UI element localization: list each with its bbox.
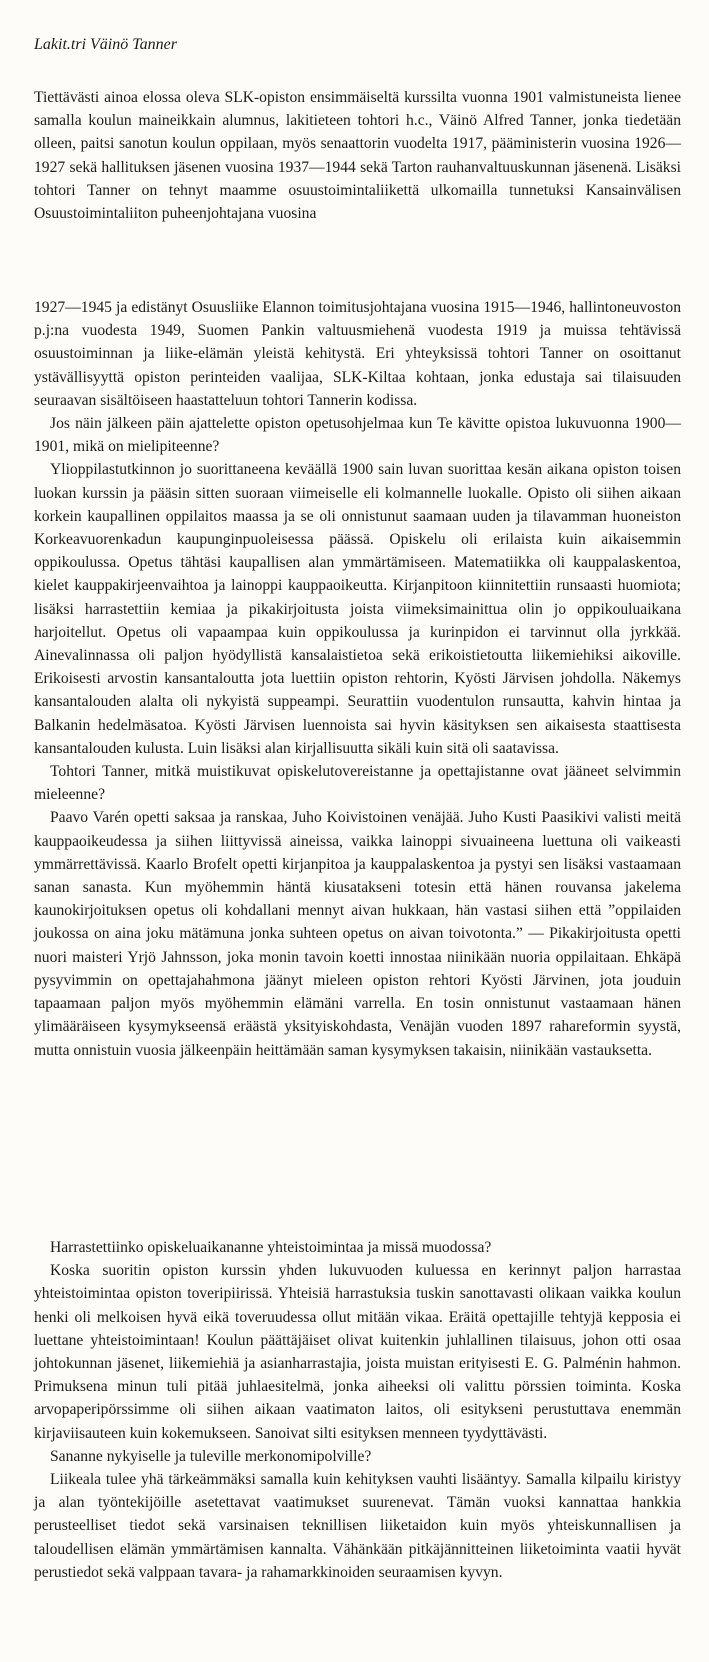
intro-continuation-paragraph: 1927—1945 ja edistänyt Osuusliike Elannon toimitusjohtajana vuosina 1915—1946, hallintoneuvoston p.j:na vuodesta 1949, Suomen Pankin valtuusmiehenä vuodesta 1919 ja muissa tehtävissä osuustoiminnan ja liike-elämän yleistä kehitystä. Eri yhteyksissä tohtori Tanner on osoittanut ystävällisyyttä opiston perinteiden vaalijaa, SLK-Kiltaa kohtaan, jonka edustaja sai tilaisuuden seuraavan sisältöiseen haastatteluun tohtori Tannerin kodissa. bbox=[34, 299, 681, 409]
intro-paragraph: Tiettävästi ainoa elossa oleva SLK-opiston ensimmäiseltä kurssilta vuonna 1901 valmistuneista lienee samalla koulun maineikkain alumnus, lakitieteen tohtori h.c., Väinö Alfred Tanner, jonka tiedetään olleen, paitsi sanotun koulun oppilaan, myös senaattorin vuodelta 1917, pääministerin vuosina 1926—1927 sekä hallituksen jäsenen vuosina 1937—1944 sekä Tarton rauhanvaltuuskunnan jäsenenä. Lisäksi tohtori Tanner on tehnyt maamme osuustoimintaliikettä ulkomailla tunnetuksi Kansainvälisen Osuustoimintaliiton puheenjohtajana vuosina bbox=[34, 89, 681, 223]
interview-section-1 bbox=[34, 296, 681, 1062]
question-curriculum: Jos näin jälkeen päin ajattelette opiston opetusohjelmaa kun Te kävitte opistoa lukuvuonna 1900—1901, mikä on mielipiteenne? bbox=[34, 415, 681, 456]
interview-section-2 bbox=[34, 1236, 681, 1584]
answer-curriculum: Ylioppilastutkinnon jo suorittaneena keväällä 1900 sain luvan suorittaa kesän aikana opiston toisen luokan kurssin ja pääsin sitten suoraan viimeiselle eli kolmannelle luokalle. Opisto oli siihen aikaan korkein kaupallinen oppilaitos maassa ja se oli onnistunut saamaan uuden ja tilavamman huoneiston Korkeavuorenkadun kaupunginpuoleisessa päässä. Opiskelu oli erilaista kuin aikaisemmin oppikoulussa. Opetus tähtäsi kaupallisen alan ymmärtämiseen. Matematiikka oli kauppalaskentoa, kielet kauppakirjeenvaihtoa ja lainoppi kauppaoikeutta. Kirjanpitoon kiinnitettiin runsaasti huomiota; lisäksi harrastettiin kemiaa ja pikakirjoitusta joista viimeksimainittua olin jo oppikouluaikana harjoitellut. Opetus oli vapaampaa kuin oppikoulussa ja kurinpidon ei tarvinnut olla jyrkkää. Ainevalinnassa oli paljon hyödyllistä kansalaistietoa sekä erikoistietoutta liikemiehiksi aikoville. Erikoisesti arvostin kansantaloutta jota luettiin opiston rehtorin, Kyösti Järvisen johdolla. Näkemys kansantalouden alalta oli nykyistä suppeampi. Seurattiin vuodentulon runsautta, kahvin hintaa ja Balkanin hedelmäsatoa. Kyösti Järvisen luennoista sai hyvin käsityksen sen aikaisesta staattisesta kansantalouden kulusta. Luin lisäksi alan kirjallisuutta sikäli kuin sitä oli saatavissa. bbox=[34, 461, 681, 757]
answer-cooperation: Koska suoritin opiston kurssin yhden lukuvuoden kuluessa en kerinnyt paljon harrastaa yhteistoimintaa opiston toveripiirissä. Yhteisiä harrastuksia tuskin sanottavasti olikaan vaikka koulun henki oli melkoisen hyvä eikä toveruudessa ollut mitään vikaa. Eräitä opettajille tehtyjä kepposia ei luettane yhteistoimintaan! Koulun päättäjäiset olivat kuitenkin juhlallinen tilaisuus, johon otti osaa johtokunnan jäsenet, liikemiehiä ja asianharrastajia, joista muistan erityisesti E. G. Palménin hahmon. Primuksena minun tuli pitää juhlaesitelmä, jonka aiheeksi oli valittu pörssien toiminta. Koska arvopaperipörssimme oli siihen aikaan vaatimaton laitos, oli esitykseni perustuttava enemmän kirjaviisauteen kuin kokemukseen. Sanoivat silti esityksen menneen tyydyttävästi. bbox=[34, 1262, 681, 1442]
question-memories: Tohtori Tanner, mitkä muistikuvat opiskelutovereistanne ja opettajistanne ovat jääneet selvimmin mieleenne? bbox=[34, 763, 681, 804]
question-message: Sananne nykyiselle ja tuleville merkonomipolville? bbox=[50, 1447, 372, 1465]
answer-message: Liikeala tulee yhä tärkeämmäksi samalla kuin kehityksen vauhti lisääntyy. Samalla kilpailu kiristyy ja alan työntekijöille asetettavat vaatimukset suurenevat. Tämän vuoksi kannattaa hankkia perusteelliset tiedot sekä varsinaisen teknillisen liiketaidon kuin myös yhteiskunnallisen ja taloudellisen elämän ymmärtämisen kannalta. Vähänkään pitkäjännitteinen liiketoiminta vaatii hyvät perustiedot sekä valppaan tavara- ja rahamarkkinoiden seuraamisen kyvyn. bbox=[34, 1471, 681, 1581]
answer-memories: Paavo Varén opetti saksaa ja ranskaa, Juho Koivistoinen venäjää. Juho Kusti Paasikivi valisti meitä kauppaoikeudessa ja siihen liittyvissä aineissa, vaikka lainoppi sivuaineena luettuna oli vaikeasti ymmärrettävissä. Kaarlo Brofelt opetti kirjanpitoa ja kauppalaskentoa ja pystyi sen lisäksi vastaamaan sanan sanasta. Kun myöhemmin häntä kiusatakseni totesin että hänen rouvansa jakelema kaunokirjoituksen opetus oli kohdallani mennyt aivan hukkaan, hän vastasi siihen että ”oppilaiden joukossa on aina joku mätämuna jonka suhteen opetus on aivan toivotonta.” — Pikakirjoitusta opetti nuori maisteri Yrjö Jahnsson, joka monin tavoin koetti innostaa niinikään nuoria oppilaitaan. Ehkäpä pysyvimmin on opettajahahmona jäänyt mieleen opiston rehtori Kyösti Järvinen, jota jouduin tapaamaan paljon myös myöhemmin elämäni varrella. En tosin onnistunut vastaamaan hänen ylimääräiseen kysymykseensä eräästä yksityiskohdasta, Venäjän vuoden 1897 rahareformin syystä, mutta onnistuin vuosia jälkeenpäin heittämään saman kysymyksen takaisin, niinikään vastauksetta. bbox=[34, 809, 681, 1059]
question-cooperation: Harrastettiinko opiskeluaikananne yhteistoimintaa ja missä muodossa? bbox=[50, 1239, 492, 1256]
article-heading: Lakit.tri Väinö Tanner bbox=[34, 36, 177, 53]
